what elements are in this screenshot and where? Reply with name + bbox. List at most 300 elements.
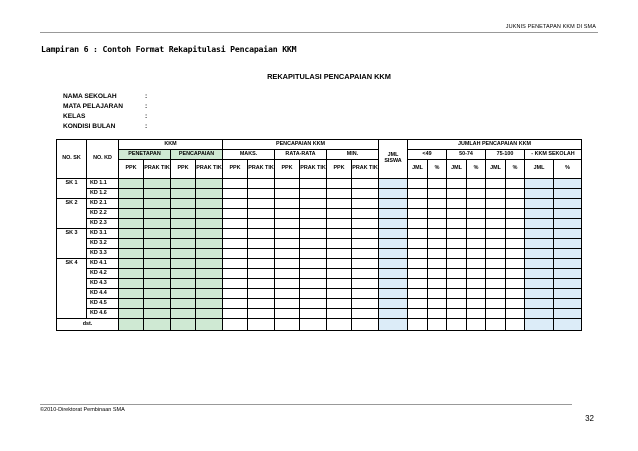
empty-cell[interactable] — [447, 179, 467, 189]
empty-cell[interactable] — [408, 319, 428, 331]
empty-cell[interactable] — [506, 199, 525, 209]
empty-cell[interactable] — [379, 309, 408, 319]
empty-cell[interactable] — [171, 199, 196, 209]
empty-cell[interactable] — [144, 299, 171, 309]
empty-cell[interactable] — [275, 269, 300, 279]
empty-cell[interactable] — [525, 189, 554, 199]
empty-cell[interactable] — [379, 249, 408, 259]
empty-cell[interactable] — [119, 199, 144, 209]
sk-cell — [57, 279, 87, 289]
empty-cell[interactable] — [248, 319, 275, 331]
empty-cell[interactable] — [525, 299, 554, 309]
empty-cell[interactable] — [486, 299, 506, 309]
empty-cell[interactable] — [119, 289, 144, 299]
empty-cell[interactable] — [467, 319, 486, 331]
empty-cell[interactable] — [352, 229, 379, 239]
empty-cell[interactable] — [327, 289, 352, 299]
empty-cell[interactable] — [327, 219, 352, 229]
empty-cell[interactable] — [144, 319, 171, 331]
empty-cell[interactable] — [506, 249, 525, 259]
empty-cell[interactable] — [379, 239, 408, 249]
empty-cell[interactable] — [144, 279, 171, 289]
empty-cell[interactable] — [554, 249, 582, 259]
empty-cell[interactable] — [447, 259, 467, 269]
empty-cell[interactable] — [408, 219, 428, 229]
empty-cell[interactable] — [300, 239, 327, 249]
empty-cell[interactable] — [428, 189, 447, 199]
empty-cell[interactable] — [171, 269, 196, 279]
empty-cell[interactable] — [275, 179, 300, 189]
ppk-header: PPK — [119, 160, 144, 179]
empty-cell[interactable] — [352, 179, 379, 189]
empty-cell[interactable] — [486, 279, 506, 289]
empty-cell[interactable] — [428, 319, 447, 331]
empty-cell[interactable] — [300, 319, 327, 331]
empty-cell[interactable] — [506, 309, 525, 319]
empty-cell[interactable] — [554, 179, 582, 189]
empty-cell[interactable] — [525, 279, 554, 289]
empty-cell[interactable] — [506, 269, 525, 279]
empty-cell[interactable] — [525, 269, 554, 279]
empty-cell[interactable] — [379, 229, 408, 239]
empty-cell[interactable] — [447, 289, 467, 299]
empty-cell[interactable] — [467, 199, 486, 209]
empty-cell[interactable] — [506, 289, 525, 299]
empty-cell[interactable] — [327, 229, 352, 239]
empty-cell[interactable] — [486, 319, 506, 331]
empty-cell[interactable] — [379, 219, 408, 229]
empty-cell[interactable] — [467, 309, 486, 319]
empty-cell[interactable] — [506, 239, 525, 249]
empty-cell[interactable] — [119, 249, 144, 259]
empty-cell[interactable] — [447, 299, 467, 309]
empty-cell[interactable] — [467, 289, 486, 299]
empty-cell[interactable] — [248, 269, 275, 279]
empty-cell[interactable] — [119, 229, 144, 239]
empty-cell[interactable] — [467, 229, 486, 239]
empty-cell[interactable] — [379, 279, 408, 289]
empty-cell[interactable] — [408, 229, 428, 239]
empty-cell[interactable] — [327, 299, 352, 309]
empty-cell[interactable] — [379, 269, 408, 279]
empty-cell[interactable] — [248, 259, 275, 269]
empty-cell[interactable] — [275, 279, 300, 289]
empty-cell[interactable] — [248, 229, 275, 239]
empty-cell[interactable] — [447, 309, 467, 319]
empty-cell[interactable] — [554, 229, 582, 239]
empty-cell[interactable] — [352, 319, 379, 331]
empty-cell[interactable] — [223, 309, 248, 319]
empty-cell[interactable] — [379, 199, 408, 209]
empty-cell[interactable] — [506, 259, 525, 269]
empty-cell[interactable] — [428, 309, 447, 319]
empty-cell[interactable] — [506, 279, 525, 289]
empty-cell[interactable] — [275, 299, 300, 309]
empty-cell[interactable] — [467, 259, 486, 269]
empty-cell[interactable] — [525, 249, 554, 259]
empty-cell[interactable] — [300, 209, 327, 219]
empty-cell[interactable] — [379, 319, 408, 331]
empty-cell[interactable] — [223, 209, 248, 219]
empty-cell[interactable] — [554, 209, 582, 219]
empty-cell[interactable] — [171, 299, 196, 309]
empty-cell[interactable] — [171, 289, 196, 299]
empty-cell[interactable] — [196, 299, 223, 309]
empty-cell[interactable] — [300, 269, 327, 279]
empty-cell[interactable] — [352, 299, 379, 309]
empty-cell[interactable] — [486, 259, 506, 269]
empty-cell[interactable] — [144, 209, 171, 219]
sk-cell — [57, 299, 87, 309]
empty-cell[interactable] — [352, 199, 379, 209]
empty-cell[interactable] — [467, 219, 486, 229]
empty-cell[interactable] — [119, 309, 144, 319]
empty-cell[interactable] — [300, 289, 327, 299]
kd-cell: KD 4.4 — [87, 289, 119, 299]
empty-cell[interactable] — [379, 259, 408, 269]
empty-cell[interactable] — [300, 259, 327, 269]
empty-cell[interactable] — [223, 199, 248, 209]
empty-cell[interactable] — [300, 219, 327, 229]
empty-cell[interactable] — [525, 309, 554, 319]
empty-cell[interactable] — [196, 289, 223, 299]
empty-cell[interactable] — [428, 269, 447, 279]
empty-cell[interactable] — [171, 309, 196, 319]
empty-cell[interactable] — [300, 249, 327, 259]
empty-cell[interactable] — [554, 199, 582, 209]
empty-cell[interactable] — [506, 179, 525, 189]
sk-cell — [57, 289, 87, 299]
empty-cell[interactable] — [327, 179, 352, 189]
empty-cell[interactable] — [447, 199, 467, 209]
empty-cell[interactable] — [223, 219, 248, 229]
empty-cell[interactable] — [223, 289, 248, 299]
empty-cell[interactable] — [248, 189, 275, 199]
empty-cell[interactable] — [525, 229, 554, 239]
empty-cell[interactable] — [554, 259, 582, 269]
empty-cell[interactable] — [275, 309, 300, 319]
empty-cell[interactable] — [171, 319, 196, 331]
empty-cell[interactable] — [486, 219, 506, 229]
empty-cell[interactable] — [379, 179, 408, 189]
empty-cell[interactable] — [408, 189, 428, 199]
empty-cell[interactable] — [327, 199, 352, 209]
empty-cell[interactable] — [467, 209, 486, 219]
empty-cell[interactable] — [486, 289, 506, 299]
empty-cell[interactable] — [119, 189, 144, 199]
empty-cell[interactable] — [525, 239, 554, 249]
empty-cell[interactable] — [327, 279, 352, 289]
empty-cell[interactable] — [248, 279, 275, 289]
empty-cell[interactable] — [428, 299, 447, 309]
empty-cell[interactable] — [119, 259, 144, 269]
sk-cell — [57, 249, 87, 259]
empty-cell[interactable] — [525, 289, 554, 299]
empty-cell[interactable] — [554, 309, 582, 319]
empty-cell[interactable] — [554, 279, 582, 289]
empty-cell[interactable] — [467, 239, 486, 249]
empty-cell[interactable] — [275, 189, 300, 199]
empty-cell[interactable] — [171, 209, 196, 219]
kd-cell: KD 3.1 — [87, 229, 119, 239]
empty-cell[interactable] — [144, 199, 171, 209]
empty-cell[interactable] — [506, 219, 525, 229]
empty-cell[interactable] — [275, 219, 300, 229]
empty-cell[interactable] — [119, 279, 144, 289]
empty-cell[interactable] — [467, 279, 486, 289]
empty-cell[interactable] — [119, 219, 144, 229]
empty-cell[interactable] — [196, 269, 223, 279]
empty-cell[interactable] — [352, 219, 379, 229]
empty-cell[interactable] — [506, 189, 525, 199]
empty-cell[interactable] — [300, 279, 327, 289]
empty-cell[interactable] — [467, 269, 486, 279]
empty-cell[interactable] — [408, 279, 428, 289]
empty-cell[interactable] — [223, 269, 248, 279]
empty-cell[interactable] — [327, 239, 352, 249]
empty-cell[interactable] — [352, 289, 379, 299]
empty-cell[interactable] — [486, 199, 506, 209]
empty-cell[interactable] — [352, 189, 379, 199]
empty-cell[interactable] — [144, 269, 171, 279]
empty-cell[interactable] — [379, 189, 408, 199]
empty-cell[interactable] — [408, 249, 428, 259]
empty-cell[interactable] — [223, 179, 248, 189]
empty-cell[interactable] — [486, 239, 506, 249]
table-row — [57, 249, 582, 259]
empty-cell[interactable] — [275, 249, 300, 259]
empty-cell[interactable] — [408, 289, 428, 299]
empty-cell[interactable] — [144, 219, 171, 229]
empty-cell[interactable] — [196, 319, 223, 331]
empty-cell[interactable] — [554, 239, 582, 249]
empty-cell[interactable] — [223, 299, 248, 309]
empty-cell[interactable] — [447, 319, 467, 331]
empty-cell[interactable] — [171, 189, 196, 199]
empty-cell[interactable] — [248, 309, 275, 319]
range-header-75-100: 75-100 — [486, 150, 525, 160]
empty-cell[interactable] — [248, 289, 275, 299]
empty-cell[interactable] — [428, 209, 447, 219]
empty-cell[interactable] — [554, 299, 582, 309]
empty-cell[interactable] — [428, 279, 447, 289]
empty-cell[interactable] — [223, 319, 248, 331]
empty-cell[interactable] — [506, 209, 525, 219]
empty-cell[interactable] — [408, 309, 428, 319]
empty-cell[interactable] — [352, 279, 379, 289]
empty-cell[interactable] — [327, 249, 352, 259]
empty-cell[interactable] — [554, 269, 582, 279]
empty-cell[interactable] — [119, 239, 144, 249]
empty-cell[interactable] — [275, 259, 300, 269]
empty-cell[interactable] — [554, 219, 582, 229]
empty-cell[interactable] — [428, 249, 447, 259]
pencapaian-kkm-header: PENCAPAIAN KKM — [223, 140, 379, 150]
empty-cell[interactable] — [196, 219, 223, 229]
school-info-block — [63, 92, 155, 132]
empty-cell[interactable] — [525, 209, 554, 219]
empty-cell[interactable] — [119, 179, 144, 189]
empty-cell[interactable] — [275, 229, 300, 239]
empty-cell[interactable] — [379, 299, 408, 309]
empty-cell[interactable] — [223, 189, 248, 199]
empty-cell[interactable] — [352, 209, 379, 219]
empty-cell[interactable] — [447, 249, 467, 259]
empty-cell[interactable] — [554, 319, 582, 331]
empty-cell[interactable] — [327, 269, 352, 279]
empty-cell[interactable] — [447, 219, 467, 229]
empty-cell[interactable] — [300, 199, 327, 209]
empty-cell[interactable] — [467, 249, 486, 259]
empty-cell[interactable] — [144, 229, 171, 239]
empty-cell[interactable] — [352, 249, 379, 259]
empty-cell[interactable] — [223, 229, 248, 239]
empty-cell[interactable] — [144, 309, 171, 319]
empty-cell[interactable] — [327, 259, 352, 269]
empty-cell[interactable] — [196, 239, 223, 249]
ppk-header: PPK — [327, 160, 352, 179]
empty-cell[interactable] — [144, 259, 171, 269]
empty-cell[interactable] — [196, 249, 223, 259]
empty-cell[interactable] — [171, 259, 196, 269]
empty-cell[interactable] — [506, 229, 525, 239]
empty-cell[interactable] — [171, 279, 196, 289]
empty-cell[interactable] — [408, 199, 428, 209]
empty-cell[interactable] — [352, 309, 379, 319]
empty-cell[interactable] — [196, 279, 223, 289]
empty-cell[interactable] — [447, 279, 467, 289]
empty-cell[interactable] — [171, 249, 196, 259]
empty-cell[interactable] — [223, 249, 248, 259]
empty-cell[interactable] — [428, 219, 447, 229]
empty-cell[interactable] — [506, 299, 525, 309]
empty-cell[interactable] — [447, 189, 467, 199]
empty-cell[interactable] — [327, 189, 352, 199]
empty-cell[interactable] — [486, 309, 506, 319]
empty-cell[interactable] — [428, 199, 447, 209]
empty-cell[interactable] — [119, 269, 144, 279]
empty-cell[interactable] — [525, 319, 554, 331]
empty-cell[interactable] — [248, 209, 275, 219]
empty-cell[interactable] — [408, 209, 428, 219]
empty-cell[interactable] — [248, 219, 275, 229]
empty-cell[interactable] — [554, 189, 582, 199]
empty-cell[interactable] — [428, 229, 447, 239]
empty-cell[interactable] — [327, 309, 352, 319]
empty-cell[interactable] — [248, 299, 275, 309]
empty-cell[interactable] — [327, 209, 352, 219]
empty-cell[interactable] — [196, 229, 223, 239]
empty-cell[interactable] — [408, 269, 428, 279]
empty-cell[interactable] — [486, 209, 506, 219]
empty-cell[interactable] — [327, 319, 352, 331]
appendix-caption: Lampiran 6 : Contoh Format Rekapitulasi Pencapaian KKM — [41, 44, 297, 54]
empty-cell[interactable] — [428, 289, 447, 299]
empty-cell[interactable] — [408, 239, 428, 249]
empty-cell[interactable] — [447, 229, 467, 239]
empty-cell[interactable] — [196, 179, 223, 189]
empty-cell[interactable] — [144, 239, 171, 249]
kd-cell: KD 4.1 — [87, 259, 119, 269]
empty-cell[interactable] — [275, 199, 300, 209]
empty-cell[interactable] — [196, 189, 223, 199]
empty-cell[interactable] — [223, 279, 248, 289]
empty-cell[interactable] — [300, 189, 327, 199]
empty-cell[interactable] — [486, 269, 506, 279]
empty-cell[interactable] — [554, 289, 582, 299]
empty-cell[interactable] — [223, 259, 248, 269]
empty-cell[interactable] — [248, 179, 275, 189]
empty-cell[interactable] — [408, 299, 428, 309]
empty-cell[interactable] — [248, 199, 275, 209]
empty-cell[interactable] — [506, 319, 525, 331]
empty-cell[interactable] — [352, 259, 379, 269]
empty-cell[interactable] — [428, 239, 447, 249]
empty-cell[interactable] — [275, 289, 300, 299]
percent-header: % — [467, 160, 486, 179]
empty-cell[interactable] — [196, 199, 223, 209]
empty-cell[interactable] — [379, 289, 408, 299]
empty-cell[interactable] — [275, 239, 300, 249]
empty-cell[interactable] — [144, 179, 171, 189]
empty-cell[interactable] — [467, 179, 486, 189]
empty-cell[interactable] — [486, 179, 506, 189]
empty-cell[interactable] — [408, 179, 428, 189]
empty-cell[interactable] — [300, 299, 327, 309]
empty-cell[interactable] — [144, 189, 171, 199]
empty-cell[interactable] — [300, 179, 327, 189]
empty-cell[interactable] — [275, 319, 300, 331]
empty-cell[interactable] — [525, 199, 554, 209]
empty-cell[interactable] — [447, 239, 467, 249]
empty-cell[interactable] — [467, 189, 486, 199]
empty-cell[interactable] — [486, 189, 506, 199]
empty-cell[interactable] — [300, 229, 327, 239]
empty-cell[interactable] — [486, 229, 506, 239]
empty-cell[interactable] — [525, 179, 554, 189]
empty-cell[interactable] — [428, 179, 447, 189]
empty-cell[interactable] — [408, 259, 428, 269]
empty-cell[interactable] — [196, 209, 223, 219]
empty-cell[interactable] — [248, 239, 275, 249]
empty-cell[interactable] — [467, 299, 486, 309]
empty-cell[interactable] — [171, 219, 196, 229]
empty-cell[interactable] — [486, 249, 506, 259]
empty-cell[interactable] — [428, 259, 447, 269]
empty-cell[interactable] — [300, 309, 327, 319]
empty-cell[interactable] — [119, 209, 144, 219]
empty-cell[interactable] — [196, 309, 223, 319]
empty-cell[interactable] — [352, 239, 379, 249]
empty-cell[interactable] — [223, 239, 248, 249]
empty-cell[interactable] — [525, 259, 554, 269]
empty-cell[interactable] — [525, 219, 554, 229]
empty-cell[interactable] — [144, 249, 171, 259]
empty-cell[interactable] — [171, 229, 196, 239]
empty-cell[interactable] — [119, 299, 144, 309]
empty-cell[interactable] — [171, 239, 196, 249]
empty-cell[interactable] — [379, 209, 408, 219]
empty-cell[interactable] — [144, 289, 171, 299]
empty-cell[interactable] — [119, 319, 144, 331]
empty-cell[interactable] — [196, 259, 223, 269]
empty-cell[interactable] — [352, 269, 379, 279]
empty-cell[interactable] — [447, 269, 467, 279]
empty-cell[interactable] — [248, 249, 275, 259]
empty-cell[interactable] — [275, 209, 300, 219]
empty-cell[interactable] — [447, 209, 467, 219]
empty-cell[interactable] — [171, 179, 196, 189]
